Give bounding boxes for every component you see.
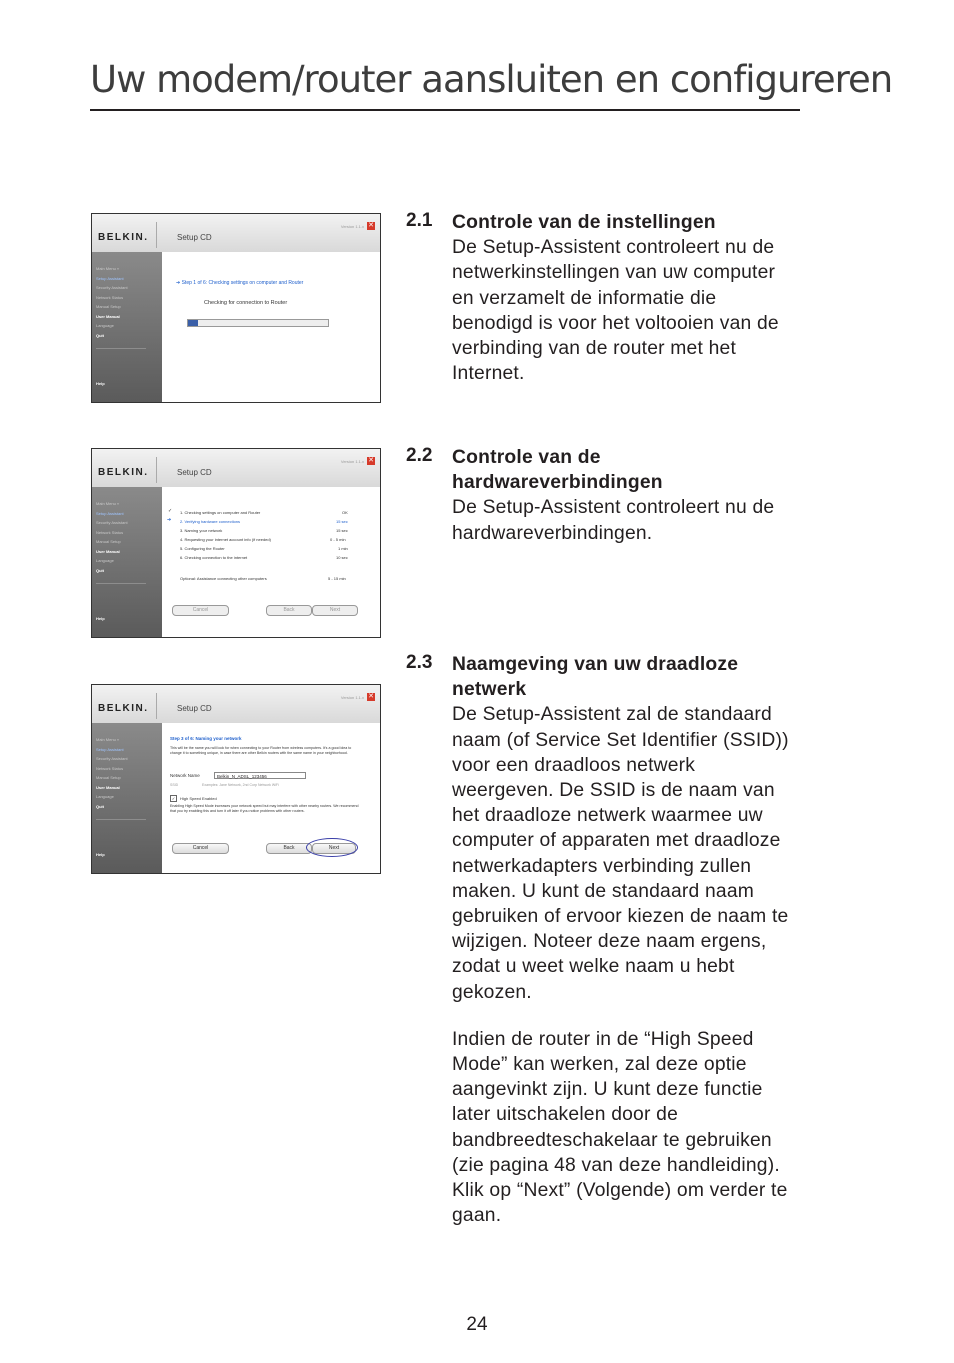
status-text: Checking for connection to Router xyxy=(204,300,288,306)
sidebar-item[interactable]: Language xyxy=(96,558,114,563)
sidebar-item[interactable]: Setup Assistant xyxy=(96,510,124,516)
screenshot-naming-network xyxy=(91,684,381,874)
sidebar-item[interactable]: Main Menu » xyxy=(96,266,120,271)
sidebar-item[interactable]: Network Status xyxy=(96,529,124,535)
section-heading: Controle van de instellingen xyxy=(452,212,716,233)
step-time: 1 min xyxy=(338,546,348,551)
section-body: De Setup-Assistent controleert nu de netwerkinstellingen van uw computer en verzamelt de informatie die benodigd is voor het voltooien van de verbinding van de router met het Internet. xyxy=(452,237,779,385)
highlight-ring xyxy=(306,838,358,857)
sidebar-item[interactable]: User Manual xyxy=(96,784,120,790)
divider xyxy=(156,222,157,248)
section-body-2: Indien de router in de “High Speed Mode” kan werken, zal deze optie aangevinkt zijn. U kunt deze functie later uitschakelen door de bandbreedteschakelaar te gebruiken (zie pagina 48 van deze handleiding). Klik op “Next” (Volgende) om verder te gaan. xyxy=(452,1028,788,1227)
arrow-icon: ➔ xyxy=(167,517,172,523)
back-button[interactable]: Back xyxy=(266,843,312,854)
step-row: 6. Checking connection to the internet xyxy=(180,555,248,560)
field-label: Network Name xyxy=(170,773,200,778)
cancel-button[interactable]: Cancel xyxy=(172,605,229,616)
section-number: 2.3 xyxy=(406,652,433,673)
ssid-label: SSID xyxy=(170,783,179,787)
belkin-logo: BELKIN. xyxy=(98,232,149,243)
high-speed-checkbox[interactable]: ✓ xyxy=(171,796,176,801)
next-button[interactable]: Next xyxy=(312,843,356,854)
example-text: Examples: Jane Network, 2nd Corp Network WiFi xyxy=(202,783,279,787)
page-title: Uw modem/router aansluiten en configureren xyxy=(90,58,893,101)
screenshot-checking-settings xyxy=(91,213,381,403)
sidebar-item[interactable]: User Manual xyxy=(96,313,120,319)
sidebar-item[interactable]: Security Assistant xyxy=(96,520,128,525)
main-panel xyxy=(162,487,380,637)
belkin-logo: BELKIN. xyxy=(98,703,149,714)
sidebar-item[interactable]: Security Assistant xyxy=(96,285,128,290)
section-2-2 xyxy=(452,445,802,546)
step-row: 3. Naming your network xyxy=(180,528,223,533)
sidebar-item[interactable]: Network Status xyxy=(96,765,124,771)
intro-text: This will be the name you will look for when connecting to your Router from wireless computers. It's a good idea to change it to something unique, in case there are other Belkin routers with the same name in your neighborhood. xyxy=(170,746,352,755)
section-number: 2.2 xyxy=(406,445,433,466)
section-body: De Setup-Assistent zal de standaard naam (of Service Set Identifier (SSID)) voor een draadloos netwerk weergeven. De SSID is de naam van het draadloze netwerk waarmee uw computer of apparaten met draadloze netwerkadapters verbinding zullen maken. U kunt de standaard naam gebruiken of ervoor kiezen de naam te wijzigen. Noteer deze naam ergens, zodat u weet welke naam u hebt gekozen. xyxy=(452,704,789,1003)
step-row: 4. Requesting your internet account info (if needed) xyxy=(180,537,271,542)
app-title: Setup CD xyxy=(177,233,212,242)
version-label: Version 1.1.x xyxy=(340,459,364,464)
help-link[interactable]: Help xyxy=(96,852,105,857)
sidebar-item[interactable]: Language xyxy=(96,323,114,328)
step-time: 15 sec xyxy=(336,519,348,524)
sidebar-item[interactable]: Setup Assistant xyxy=(96,746,124,752)
note-text: Enabling High Speed Mode increases your network speed but may interfere with other nearby routers. We recommend that you try enabling this and turn it off later if you notice problems with other routers. xyxy=(170,804,359,813)
step-text: Step 1 of 6: Checking settings on computer and Router xyxy=(181,280,304,286)
optional-row: Optional: Assistance connecting other computers xyxy=(180,576,267,581)
screenshot-hardware-connections xyxy=(91,448,381,638)
network-name-input[interactable]: Belkin_N_ADSL_123456 xyxy=(214,772,306,779)
section-heading: Controle van de hardwareverbindingen xyxy=(452,447,663,494)
main-panel xyxy=(162,252,380,402)
section-body: De Setup-Assistent controleert nu de hardwareverbindingen. xyxy=(452,497,775,544)
step-time: OK xyxy=(342,510,348,515)
sidebar-item[interactable]: Manual Setup xyxy=(96,775,121,780)
section-2-1 xyxy=(452,210,802,386)
app-header xyxy=(92,449,380,487)
sidebar-item[interactable]: Quit xyxy=(96,567,104,573)
sidebar xyxy=(92,252,162,403)
close-icon[interactable]: ✕ xyxy=(368,457,374,464)
progress-fill xyxy=(188,320,198,326)
divider xyxy=(96,819,146,820)
sidebar-item[interactable]: Manual Setup xyxy=(96,539,121,544)
sidebar-item[interactable]: Quit xyxy=(96,803,104,809)
page-number: 24 xyxy=(466,1314,488,1335)
step-time: 0 - 5 min xyxy=(330,537,346,542)
step-label: ➔ Step 1 of 6: Checking settings on computer and Router xyxy=(176,280,304,286)
app-title: Setup CD xyxy=(177,468,212,477)
belkin-logo: BELKIN. xyxy=(98,467,149,478)
app-header xyxy=(92,685,380,723)
step-row: 1. Checking settings on computer and Router xyxy=(180,510,261,515)
divider xyxy=(96,348,146,349)
help-link[interactable]: Help xyxy=(96,381,105,386)
step-row: 5. Configuring the Router xyxy=(180,546,225,551)
sidebar-item[interactable]: Quit xyxy=(96,332,104,338)
next-button[interactable]: Next xyxy=(312,605,358,616)
step-text: Step 3 of 6: Naming your network xyxy=(170,736,242,741)
sidebar-item[interactable]: Network Status xyxy=(96,294,124,300)
close-icon[interactable]: ✕ xyxy=(368,222,374,229)
checkbox-label: High Speed Enabled xyxy=(180,796,217,801)
sidebar-item[interactable]: Main Menu » xyxy=(96,501,120,506)
step-time: 15 sec xyxy=(336,528,348,533)
sidebar-item[interactable]: Main Menu » xyxy=(96,737,120,742)
divider xyxy=(96,583,146,584)
section-heading: Naamgeving van uw draadloze netwerk xyxy=(452,654,739,701)
main-panel xyxy=(162,723,380,873)
section-number: 2.1 xyxy=(406,210,433,231)
version-label: Version 1.1.x xyxy=(340,695,364,700)
section-2-3 xyxy=(452,652,802,1228)
title-rule xyxy=(90,109,800,111)
sidebar-item[interactable]: Setup Assistant xyxy=(96,275,124,281)
sidebar-item[interactable]: Security Assistant xyxy=(96,756,128,761)
help-link[interactable]: Help xyxy=(96,616,105,621)
back-button[interactable]: Back xyxy=(266,605,312,616)
step-row: 2. Verifying hardware connections xyxy=(180,519,241,524)
app-title: Setup CD xyxy=(177,704,212,713)
step-time: 10 sec xyxy=(336,555,348,560)
sidebar-item[interactable]: Manual Setup xyxy=(96,304,121,309)
check-icon: ✓ xyxy=(168,508,173,514)
close-icon[interactable]: ✕ xyxy=(368,693,374,700)
sidebar xyxy=(92,723,162,874)
app-header xyxy=(92,214,380,252)
sidebar-item[interactable]: Language xyxy=(96,794,114,799)
sidebar-item[interactable]: User Manual xyxy=(96,548,120,554)
sidebar xyxy=(92,487,162,638)
cancel-button[interactable]: Cancel xyxy=(172,843,229,854)
optional-time: 5 - 15 min xyxy=(328,576,346,581)
divider xyxy=(156,457,157,483)
progress-bar xyxy=(187,319,329,327)
version-label: Version 1.1.x xyxy=(340,224,364,229)
divider xyxy=(156,693,157,719)
